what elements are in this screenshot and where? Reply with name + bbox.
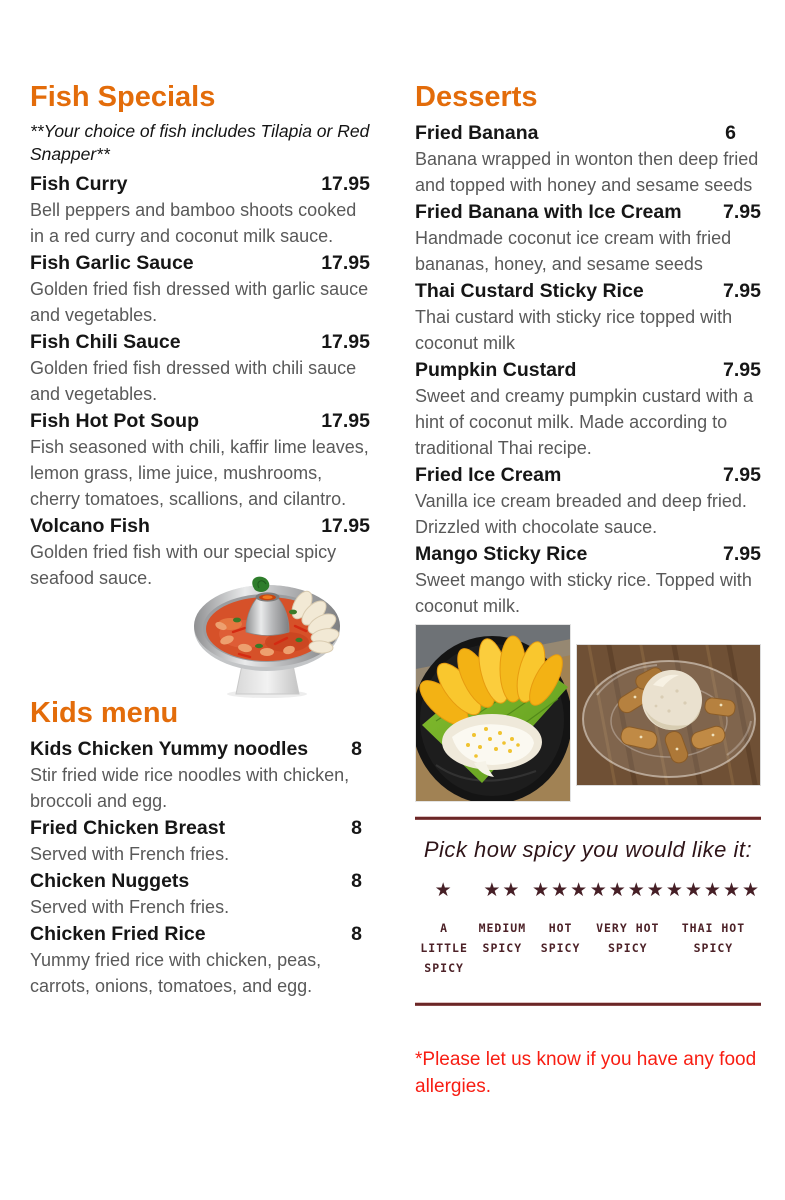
item-description: Banana wrapped in wonton then deep fried and topped with honey and sesame seeds <box>415 148 759 195</box>
item-description: Served with French fries. <box>30 843 230 864</box>
item-price: 7.95 <box>723 200 761 223</box>
spicy-level-label <box>531 918 589 958</box>
item-name: Thai Custard Sticky Rice <box>415 279 644 302</box>
item-price: 8 <box>351 869 362 892</box>
mango-sticky-rice-illustration <box>416 625 571 801</box>
right-column <box>415 82 761 1100</box>
allergy-note: *Please let us know if you have any food allergies. <box>415 1048 757 1097</box>
spicy-label-line1: THAI HOT <box>681 920 746 935</box>
spicy-label-line1: A LITTLE <box>420 920 468 955</box>
item-price: 7.95 <box>723 463 761 486</box>
item-description: Golden fried fish with our special spicy seafood sauce. <box>30 541 337 588</box>
fish-choice-note: **Your choice of fish includes Tilapia or Red Snapper** <box>30 120 370 164</box>
spicy-label-line1: MEDIUM <box>478 920 527 935</box>
spicy-level-label <box>473 918 531 958</box>
item-price: 17.95 <box>321 514 370 537</box>
menu-item-fried-chicken-breast <box>30 815 370 867</box>
item-price: 8 <box>351 922 362 945</box>
item-price: 17.95 <box>321 172 370 195</box>
section-title-desserts: Desserts <box>415 81 538 113</box>
menu-item-chicken-nuggets <box>30 868 370 920</box>
item-price: 8 <box>351 737 362 760</box>
item-name: Mango Sticky Rice <box>415 542 588 565</box>
item-description: Sweet mango with sticky rice. Topped with coconut milk. <box>415 569 752 616</box>
item-name: Chicken Nuggets <box>30 869 190 892</box>
item-price: 17.95 <box>321 251 370 274</box>
menu-item-fish-chili-sauce <box>30 329 370 407</box>
item-name: Volcano Fish <box>30 514 150 537</box>
item-price: 8 <box>351 816 362 839</box>
spicy-label-line2: SPICY <box>607 940 648 955</box>
fish-hot-pot-photo <box>175 568 360 698</box>
spicy-label-line2: SPICY <box>482 940 523 955</box>
item-name: Fried Ice Cream <box>415 463 562 486</box>
item-price: 6 <box>725 121 736 144</box>
item-price: 17.95 <box>321 409 370 432</box>
menu-item-mango-sticky-rice <box>415 541 761 619</box>
spicy-label-line2: SPICY <box>424 960 464 975</box>
fish-hot-pot-illustration <box>175 568 360 698</box>
divider-line <box>415 1002 761 1006</box>
item-name: Fried Banana <box>415 121 539 144</box>
menu-item-thai-custard-sticky-rice <box>415 278 761 356</box>
item-description: Yummy fried rice with chicken, peas, carrots, onions, tomatoes, and egg. <box>30 949 322 996</box>
item-description: Stir fried wide rice noodles with chicken, broccoli and egg. <box>30 764 350 811</box>
item-price: 17.95 <box>321 330 370 353</box>
item-description: Served with French fries. <box>30 896 230 917</box>
item-name: Fish Garlic Sauce <box>30 251 194 274</box>
left-column <box>30 82 370 1100</box>
spicy-label-line2: SPICY <box>540 940 581 955</box>
menu-item-chicken-fried-rice <box>30 921 370 999</box>
menu-item-fried-banana-ice-cream <box>415 199 761 277</box>
menu-item-fish-garlic-sauce <box>30 250 370 328</box>
section-title-fish-specials: Fish Specials <box>30 81 216 113</box>
menu-item-fried-banana <box>415 120 761 198</box>
item-name: Fish Curry <box>30 172 128 195</box>
item-description: Thai custard with sticky rice topped with coconut milk <box>415 306 733 353</box>
spicy-level-2 <box>473 878 531 978</box>
spicy-level-5 <box>666 878 761 978</box>
spicy-label-line2: SPICY <box>693 940 734 955</box>
spicy-level-label <box>666 918 761 958</box>
menu-item-fried-ice-cream <box>415 462 761 540</box>
item-name: Chicken Fried Rice <box>30 922 206 945</box>
mango-sticky-rice-photo <box>415 624 571 802</box>
spicy-level-3 <box>531 878 589 978</box>
menu-item-fish-hot-pot-soup <box>30 408 370 512</box>
item-description: Bell peppers and bamboo shoots cooked in a red curry and coconut milk sauce. <box>30 199 357 246</box>
spicy-level-4 <box>590 878 666 978</box>
spicy-level-1 <box>415 878 473 978</box>
item-description: Golden fried fish dressed with chili sauce and vegetables. <box>30 357 357 404</box>
item-name: Fried Banana with Ice Cream <box>415 200 682 223</box>
item-name: Fish Hot Pot Soup <box>30 409 199 432</box>
divider-line <box>415 816 761 820</box>
section-title-kids-menu: Kids menu <box>30 696 179 729</box>
item-price: 7.95 <box>723 542 761 565</box>
spicy-label-line1: VERY HOT <box>596 920 660 935</box>
item-price: 7.95 <box>723 358 761 381</box>
star-icons: ★ <box>434 879 454 901</box>
star-icons: ★★★★ <box>589 879 666 901</box>
menu-item-kids-chicken-yummy-noodles <box>30 736 370 814</box>
star-icons: ★★★★★ <box>665 879 762 901</box>
star-icons: ★★ <box>483 879 522 901</box>
item-description: Handmade coconut ice cream with fried bananas, honey, and sesame seeds <box>415 227 732 274</box>
spicy-level-label <box>590 918 666 958</box>
star-icons: ★★★ <box>532 879 590 901</box>
item-name: Fried Chicken Breast <box>30 816 226 839</box>
item-description: Golden fried fish dressed with garlic sauce and vegetables. <box>30 278 369 325</box>
dessert-photos-row <box>415 624 761 802</box>
menu-item-pumpkin-custard <box>415 357 761 461</box>
item-name: Kids Chicken Yummy noodles <box>30 737 309 760</box>
fried-ice-cream-photo <box>576 644 761 786</box>
fried-ice-cream-illustration <box>577 645 761 785</box>
spicy-picker-title: Pick how spicy you would like it: <box>423 836 753 862</box>
menu-item-fish-curry <box>30 171 370 249</box>
spicy-level-label <box>415 918 473 978</box>
spicy-label-line1: HOT <box>548 920 573 935</box>
item-description: Sweet and creamy pumpkin custard with a hint of coconut milk. Made according to traditional Thai recipe. <box>415 385 754 458</box>
item-name: Fish Chili Sauce <box>30 330 181 353</box>
item-description: Vanilla ice cream breaded and deep fried. Drizzled with chocolate sauce. <box>415 490 747 537</box>
spicy-levels-row <box>415 878 761 978</box>
item-description: Fish seasoned with chili, kaffir lime leaves, lemon grass, lime juice, mushrooms, cherry tomatoes, scallions, and cilantro. <box>30 436 369 509</box>
item-name: Pumpkin Custard <box>415 358 577 381</box>
item-price: 7.95 <box>723 279 761 302</box>
